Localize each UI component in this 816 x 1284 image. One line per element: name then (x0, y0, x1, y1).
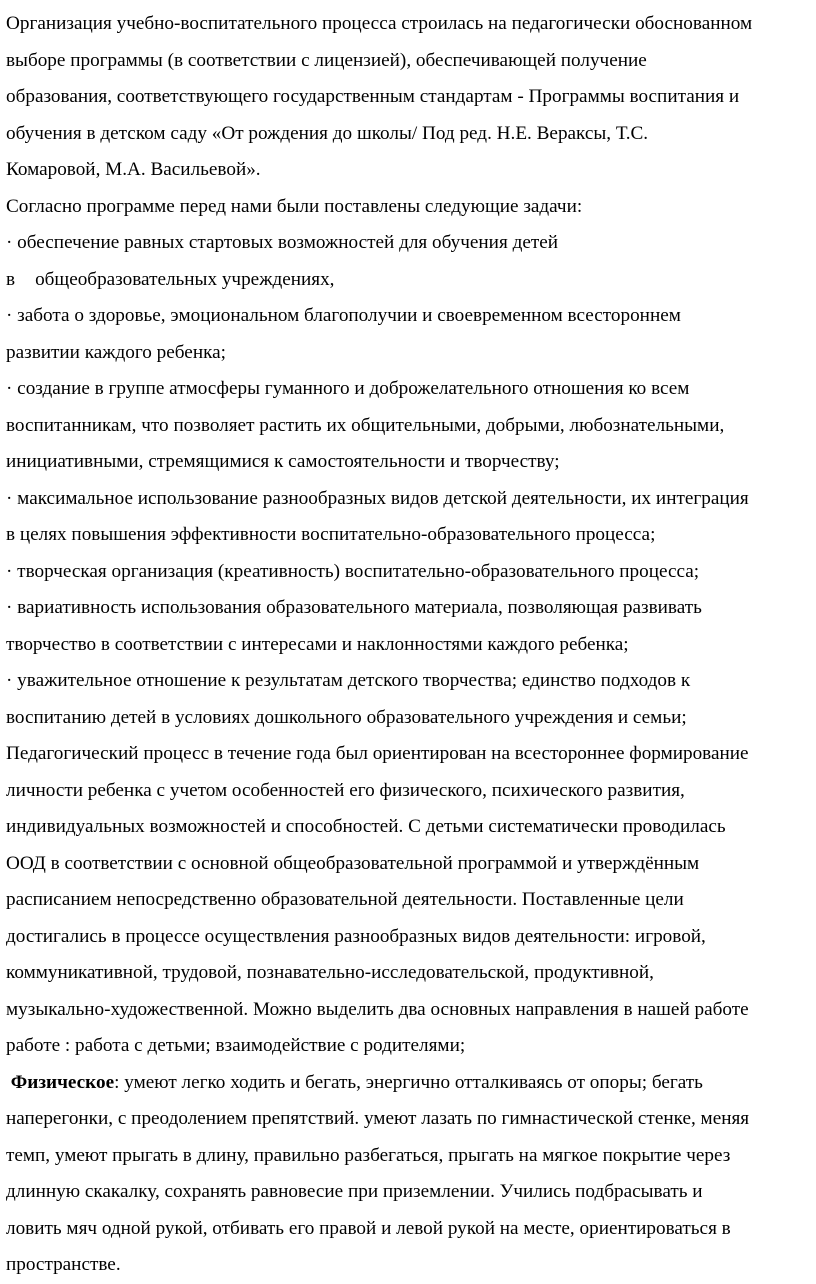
text-line-8 (6, 262, 810, 299)
text-line-23: индивидуальных возможностей и способностей. С детьми систематически проводилась (6, 816, 726, 837)
text-line-32: темп, умеют прыгать в длину, правильно разбегаться, прыгать на мягкое покрытие через (6, 1144, 731, 1166)
text-line-17: · вариативность использования образовательного материала, позволяющая развивать (6, 597, 702, 618)
physical-heading: Физическое (10, 1071, 115, 1093)
text-line-30 (6, 1065, 810, 1102)
text-line-18: творчество в соответствии с интересами и наклонностями каждого ребенка; (6, 633, 629, 655)
text-line-16: · творческая организация (креативность) воспитательно-образовательного процесса; (6, 560, 700, 582)
text-line-15: в целях повышения эффективности воспитательно-образовательного процесса; (6, 524, 656, 545)
text-line-35: пространстве. (6, 1254, 121, 1275)
text-line-29: работе : работа с детьми; взаимодействие с родителями; (6, 1035, 466, 1056)
text-line-34: ловить мяч одной рукой, отбивать его правой и левой рукой на месте, ориентироваться в (6, 1217, 731, 1239)
text-line-9: · забота о здоровье, эмоциональном благополучии и своевременном всестороннем (6, 305, 681, 326)
text-line-11: · создание в группе атмосферы гуманного и доброжелательного отношения ко всем (6, 378, 690, 399)
text-line-26: достигались в процессе осуществления разнообразных видов деятельности: игровой, (6, 925, 706, 947)
text-line-8-prefix: в (6, 268, 16, 290)
text-line-7: · обеспечение равных стартовых возможностей для обучения детей (6, 232, 559, 253)
text-line-21: Педагогический процесс в течение года был ориентирован на всестороннее формирование (6, 743, 749, 764)
text-line-12: воспитанникам, что позволяет растить их общительными, добрыми, любознательными, (6, 414, 725, 436)
text-line-27: коммуникативной, трудовой, познавательно-исследовательской, продуктивной, (6, 962, 654, 983)
text-line-3: образования, соответствующего государственным стандартам - Программы воспитания и (6, 86, 740, 107)
text-line-20: воспитанию детей в условиях дошкольного образовательного учреждения и семьи; (6, 706, 687, 728)
text-line-28: музыкально-художественной. Можно выделить два основных направления в нашей работе (6, 998, 749, 1020)
text-line-8-rest: общеобразовательных учреждениях, (35, 268, 335, 290)
text-line-19: · уважительное отношение к результатам детского творчества; единство подходов к (6, 670, 691, 691)
text-line-22: личности ребенка с учетом особенностей его физического, психического развития, (6, 779, 685, 801)
text-line-5: Комаровой, М.А. Васильевой». (6, 159, 261, 180)
text-line-10: развитии каждого ребенка; (6, 341, 226, 363)
text-line-24: ООД в соответствии с основной общеобразовательной программой и утверждённым (6, 852, 700, 874)
text-line-25: расписанием непосредственно образовательной деятельности. Поставленные цели (6, 889, 684, 910)
text-line-4: обучения в детском саду «От рождения до школы/ Под ред. Н.Е. Вераксы, Т.С. (6, 122, 649, 144)
physical-description: : умеют легко ходить и бегать, энергично отталкиваясь от опоры; бегать (114, 1071, 703, 1093)
text-line-6: Согласно программе перед нами были поставлены следующие задачи: (6, 195, 583, 217)
text-line-14: · максимальное использование разнообразных видов детской деятельности, их интеграция (6, 487, 749, 509)
text-line-33: длинную скакалку, сохранять равновесие при приземлении. Учились подбрасывать и (6, 1181, 703, 1202)
text-line-2: выборе программы (в соответствии с лицензией), обеспечивающей получение (6, 49, 647, 71)
text-line-13: инициативными, стремящимися к самостоятельности и творчеству; (6, 451, 560, 472)
text-line-31: напeрегонки, с преодолением препятствий. умеют лазать по гимнастической стенке, меняя (6, 1108, 750, 1129)
text-line-1: Организация учебно-воспитательного процесса строилась на педагогически обоснованном (6, 13, 753, 34)
